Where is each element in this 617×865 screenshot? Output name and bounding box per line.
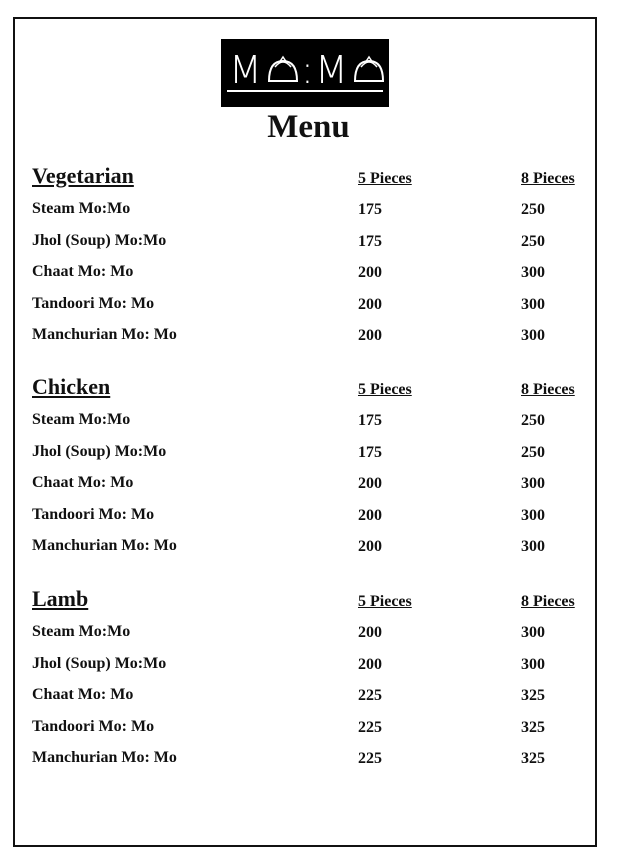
item-name: Jhol (Soup) Mo:Mo bbox=[32, 231, 167, 249]
price-5-pieces: 200 bbox=[358, 475, 382, 493]
section-title: Lamb bbox=[32, 586, 89, 611]
menu-item-row bbox=[32, 530, 592, 562]
price-8-pieces: 325 bbox=[521, 750, 545, 768]
menu-section-vegetarian bbox=[32, 163, 592, 351]
price-8-pieces: 250 bbox=[521, 201, 545, 218]
menu-item-row bbox=[32, 648, 592, 680]
menu-item-row bbox=[32, 679, 592, 711]
column-header-8-pieces: 8 Pieces bbox=[521, 381, 575, 398]
menu-item-row bbox=[32, 499, 592, 531]
price-5-pieces: 200 bbox=[358, 624, 382, 641]
menu-section-chicken bbox=[32, 374, 592, 562]
dumpling-icon bbox=[355, 57, 383, 81]
price-5-pieces: 175 bbox=[358, 232, 382, 250]
menu-item-row bbox=[32, 193, 592, 225]
price-8-pieces: 325 bbox=[521, 687, 545, 705]
price-5-pieces: 225 bbox=[358, 687, 382, 705]
price-5-pieces: 175 bbox=[358, 443, 382, 461]
column-header-5-pieces: 5 Pieces bbox=[358, 593, 412, 610]
item-name: Chaat Mo: Mo bbox=[32, 686, 134, 704]
item-name: Chaat Mo: Mo bbox=[32, 474, 134, 492]
price-8-pieces: 300 bbox=[521, 475, 545, 493]
section-header bbox=[32, 163, 592, 193]
dumpling-icon bbox=[269, 57, 297, 81]
price-5-pieces: 200 bbox=[358, 655, 382, 673]
item-name: Manchurian Mo: Mo bbox=[32, 749, 177, 767]
price-5-pieces: 225 bbox=[358, 718, 382, 736]
price-5-pieces: 200 bbox=[358, 295, 382, 313]
item-name: Tandoori Mo: Mo bbox=[32, 294, 155, 312]
dumpling-logo-art bbox=[221, 39, 389, 107]
menu-item-row bbox=[32, 404, 592, 436]
menu-item-row bbox=[32, 436, 592, 468]
menu-item-row bbox=[32, 742, 592, 774]
column-header-5-pieces: 5 Pieces bbox=[358, 381, 412, 398]
momo-logo bbox=[221, 39, 389, 107]
column-header-8-pieces: 8 Pieces bbox=[521, 170, 575, 187]
menu-item-row bbox=[32, 711, 592, 743]
price-5-pieces: 175 bbox=[358, 201, 382, 218]
item-name: Manchurian Mo: Mo bbox=[32, 537, 177, 555]
price-8-pieces: 300 bbox=[521, 624, 545, 641]
menu-item-row bbox=[32, 288, 592, 320]
price-5-pieces: 200 bbox=[358, 264, 382, 282]
column-header-5-pieces: 5 Pieces bbox=[358, 170, 412, 187]
price-8-pieces: 300 bbox=[521, 327, 545, 345]
menu-item-row bbox=[32, 319, 592, 351]
menu-item-row bbox=[32, 616, 592, 648]
menu-section-lamb bbox=[32, 586, 592, 774]
item-name: Tandoori Mo: Mo bbox=[32, 505, 155, 523]
price-5-pieces: 200 bbox=[358, 538, 382, 556]
menu-item-row bbox=[32, 225, 592, 257]
svg-text:M: M bbox=[315, 48, 348, 92]
price-8-pieces: 300 bbox=[521, 538, 545, 556]
item-name: Manchurian Mo: Mo bbox=[32, 326, 177, 344]
price-8-pieces: 300 bbox=[521, 506, 545, 524]
price-5-pieces: 200 bbox=[358, 327, 382, 345]
price-8-pieces: 300 bbox=[521, 655, 545, 673]
price-8-pieces: 300 bbox=[521, 295, 545, 313]
section-header bbox=[32, 586, 592, 616]
item-name: Chaat Mo: Mo bbox=[32, 263, 134, 281]
svg-text:M: M bbox=[229, 48, 262, 92]
svg-text::: : bbox=[301, 48, 314, 92]
menu-item-row bbox=[32, 256, 592, 288]
menu-title: Menu bbox=[267, 109, 350, 145]
price-8-pieces: 300 bbox=[521, 264, 545, 282]
column-header-8-pieces: 8 Pieces bbox=[521, 593, 575, 610]
item-name: Jhol (Soup) Mo:Mo bbox=[32, 442, 167, 460]
price-8-pieces: 250 bbox=[521, 232, 545, 250]
price-5-pieces: 225 bbox=[358, 750, 382, 768]
item-name: Steam Mo:Mo bbox=[32, 200, 131, 217]
item-name: Jhol (Soup) Mo:Mo bbox=[32, 654, 167, 672]
price-8-pieces: 325 bbox=[521, 718, 545, 736]
price-8-pieces: 250 bbox=[521, 443, 545, 461]
item-name: Steam Mo:Mo bbox=[32, 623, 131, 640]
price-5-pieces: 175 bbox=[358, 412, 382, 429]
section-title: Chicken bbox=[32, 374, 111, 399]
item-name: Tandoori Mo: Mo bbox=[32, 717, 155, 735]
section-header bbox=[32, 374, 592, 404]
section-title: Vegetarian bbox=[32, 163, 134, 188]
menu-item-row bbox=[32, 467, 592, 499]
price-5-pieces: 200 bbox=[358, 506, 382, 524]
item-name: Steam Mo:Mo bbox=[32, 411, 131, 428]
price-8-pieces: 250 bbox=[521, 412, 545, 429]
